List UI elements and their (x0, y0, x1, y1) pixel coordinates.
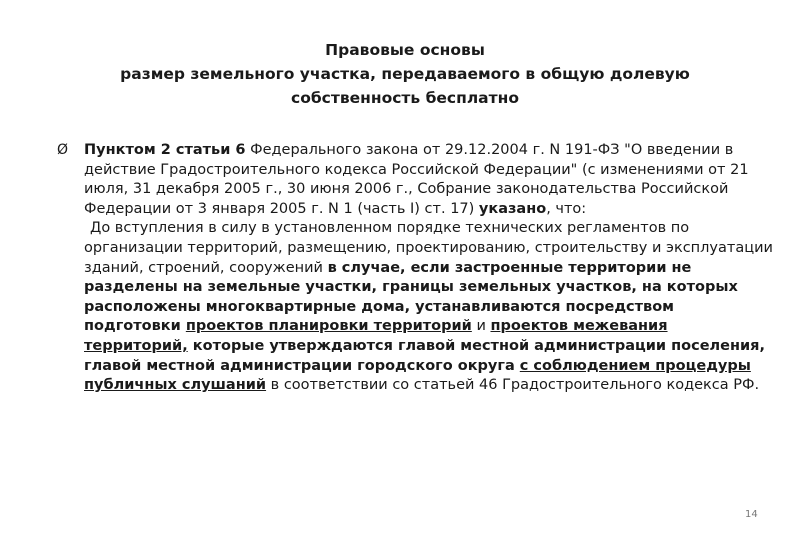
provision-closing-text: в соответствии со статьей 46 Градостроительного кодекса РФ. (266, 377, 760, 394)
surveying-projects-term: проектов межевания территорий, (84, 318, 668, 354)
arrow-bullet-icon: Ø (57, 142, 69, 158)
provision-emphasis-text: в случае, если застроенные территории не разделены на земельные участки, границы земельных участков, на которых расположены многоквартирные дома, устанавливаются посредством подготовки (84, 259, 738, 335)
law-citation-text: Федерального закона от 29.12.2004 г. N 191-ФЗ "О введении в действие Градостроительного кодекса Российской Федерации" (с изменениями от 21 июля, 31 декабря 2005 г., 30 июня 2006 г., Собрание законодательства Российской Федерации от 3 января 2005 г. N 1 (часть I) ст. 17) (84, 142, 749, 217)
law-article-reference: Пунктом 2 статьи 6 (84, 142, 246, 158)
public-hearings-term: с соблюдением процедуры публичных слушаний (84, 357, 751, 394)
quoted-provision-paragraph (84, 219, 774, 395)
slide-title (40, 38, 770, 110)
slide-body (57, 141, 774, 396)
conjunction-text: и (471, 318, 491, 335)
law-citation-ending: , что: (546, 200, 587, 217)
title-line-2: размер земельного участка, передаваемого в общую долевую (120, 65, 690, 83)
page-number: 14 (745, 509, 758, 520)
stated-keyword: указано (478, 200, 547, 217)
law-reference-paragraph (84, 141, 774, 219)
title-line-3: собственность бесплатно (291, 89, 519, 107)
title-line-1: Правовые основы (325, 41, 485, 59)
provision-intro-text: До вступления в силу в установленном порядке технических регламентов по организации территорий, размещению, проектированию, строительству и эксплуатации зданий, строений, сооружений (84, 220, 773, 276)
planning-projects-term: проектов планировки территорий (185, 318, 472, 335)
approval-authority-text: которые утверждаются главой местной администрации поселения, главой местной администрации городского округа (84, 337, 765, 374)
